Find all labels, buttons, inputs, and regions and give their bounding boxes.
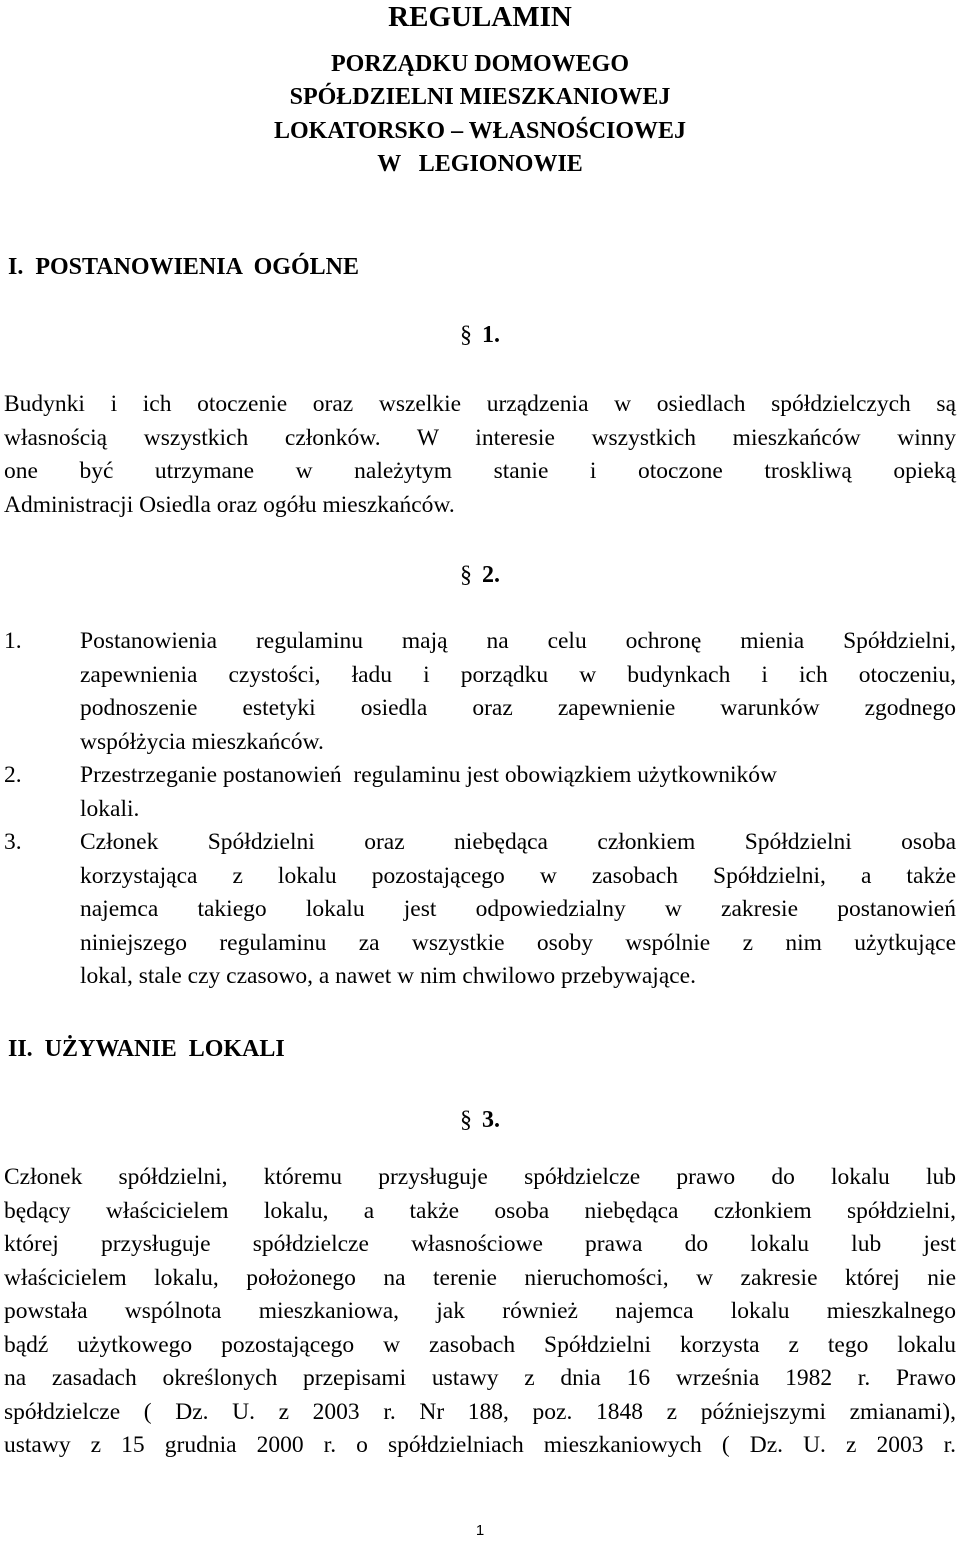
text-line: współżycia mieszkańców. — [80, 728, 324, 755]
list-item-number: 2. — [4, 762, 22, 788]
paragraph-number-3 — [460, 1105, 560, 1135]
text-line: własnością wszystkich członków. W interesie wszystkich mieszkańców winny — [4, 424, 956, 451]
text-line: lokal, stale czy czasowo, a nawet w nim chwilowo przebywające. — [80, 963, 696, 989]
text-line: Postanowienia regulaminu mają na celu ochronę mienia Spółdzielni, — [80, 628, 956, 654]
text-line: bądź użytkowego pozostającego w zasobach Spółdzielni korzysta z tego lokalu — [4, 1331, 956, 1358]
paragraph-symbol: § — [460, 562, 472, 588]
text-line: lokali. — [80, 795, 140, 822]
list-item-number: 3. — [4, 829, 22, 855]
text-line: Członek spółdzielni, któremu przysługuje spółdzielcze prawo do lokalu lub — [4, 1164, 956, 1190]
paragraph-number-label: 3. — [482, 1107, 500, 1133]
paragraph-number-label: 1. — [482, 322, 500, 348]
text-line: niniejszego regulaminu za wszystkie osoby wspólnie z nim użytkujące — [80, 929, 956, 956]
paragraph-1-text — [4, 388, 956, 522]
section-heading-2: II. UŻYWANIE LOKALI — [8, 1036, 285, 1062]
document-title: REGULAMIN — [388, 1, 572, 33]
text-line: one być utrzymane w należytym stanie i otoczone troskliwą opieką — [4, 458, 956, 484]
text-line: Budynki i ich otoczenie oraz wszelkie urządzenia w osiedlach spółdzielczych są — [4, 391, 956, 417]
subtitle-line: SPÓŁDZIELNI MIESZKANIOWEJ — [289, 84, 671, 111]
paragraph-number-1 — [460, 320, 560, 350]
text-line: korzystająca z lokalu pozostającego w zasobach Spółdzielni, a także — [80, 862, 956, 889]
text-line: właścicielem lokalu, położonego na terenie nieruchomości, w zakresie której nie — [4, 1264, 956, 1291]
paragraph-symbol: § — [460, 1107, 472, 1133]
paragraph-symbol: § — [460, 322, 472, 348]
text-line: której przysługuje spółdzielcze własnościowe prawa do lokalu lub jest — [4, 1231, 956, 1257]
list-item — [4, 625, 956, 759]
subtitle-line: PORZĄDKU DOMOWEGO — [331, 51, 629, 77]
paragraph-number-2 — [460, 560, 560, 590]
paragraph-number-label: 2. — [482, 562, 500, 588]
text-line: na zasadach określonych przepisami ustawy z dnia 16 września 1982 r. Prawo — [4, 1365, 956, 1391]
text-line: najemca takiego lokalu jest odpowiedzialny w zakresie postanowień — [80, 896, 956, 922]
document-subtitle — [0, 48, 960, 181]
text-line: spółdzielcze ( Dz. U. z 2003 r. Nr 188, poz. 1848 z późniejszymi zmianami), — [4, 1398, 956, 1425]
page-number: 1 — [475, 1522, 485, 1539]
text-line: podnoszenie estetyki osiedla oraz zapewnienie warunków zgodnego — [80, 695, 956, 721]
text-line: ustawy z 15 grudnia 2000 r. o spółdzielniach mieszkaniowych ( Dz. U. z 2003 r. — [4, 1432, 956, 1458]
subtitle-line: LOKATORSKO – WŁASNOŚCIOWEJ — [273, 117, 687, 144]
list-item — [4, 826, 956, 994]
paragraph-2-list — [4, 625, 956, 994]
list-item — [4, 759, 956, 826]
subtitle-line: W LEGIONOWIE — [377, 150, 583, 177]
paragraph-3-text — [4, 1161, 956, 1463]
text-line: zapewnienia czystości, ładu i porządku w budynkach i ich otoczeniu, — [80, 661, 956, 688]
list-item-number: 1. — [4, 628, 22, 654]
text-line: będący właścicielem lokalu, a także osoba niebędąca członkiem spółdzielni, — [4, 1197, 956, 1224]
text-line: powstała wspólnota mieszkaniowa, jak również najemca lokalu mieszkalnego — [4, 1298, 956, 1324]
text-line: Członek Spółdzielni oraz niebędąca członkiem Spółdzielni osoba — [80, 829, 956, 855]
section-heading-1: I. POSTANOWIENIA OGÓLNE — [8, 254, 359, 280]
text-line: Administracji Osiedla oraz ogółu mieszkańców. — [4, 491, 455, 518]
text-line: Przestrzeganie postanowień regulaminu jest obowiązkiem użytkowników — [80, 762, 777, 788]
